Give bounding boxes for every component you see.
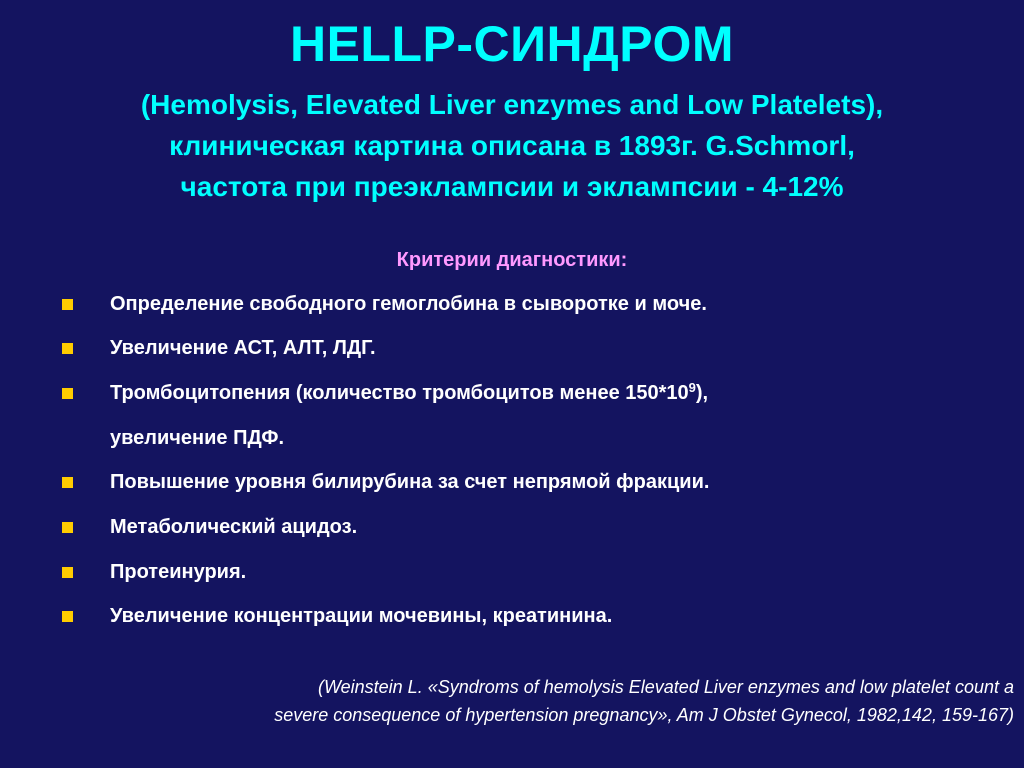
superscript-exponent: 9	[688, 379, 696, 395]
slide-title: HELLP-СИНДРОМ	[289, 16, 735, 72]
criteria-item-text: Увеличение АСТ, АЛТ, ЛДГ.	[110, 337, 376, 359]
square-bullet-icon	[62, 299, 73, 310]
criteria-item-text: Увеличение концентрации мочевины, креатинина.	[110, 605, 613, 627]
subtitle-line: клиническая картина описана в 1893г. G.Schmorl,	[169, 130, 855, 161]
criteria-item-text: увеличение ПДФ.	[110, 427, 285, 449]
criteria-item-text: Определение свободного гемоглобина в сыворотке и моче.	[110, 293, 707, 315]
square-bullet-icon	[62, 522, 73, 533]
subtitle-line: (Hemolysis, Elevated Liver enzymes and Low Platelets),	[140, 89, 884, 120]
square-bullet-icon	[62, 567, 73, 578]
square-bullet-icon	[62, 611, 73, 622]
criteria-item-text: Повышение уровня билирубина за счет непрямой фракции.	[110, 471, 710, 493]
criteria-item-text: Протеинурия.	[110, 561, 247, 583]
slide-subtitle	[0, 84, 1024, 207]
criteria-item-text: Тромбоцитопения (количество тромбоцитов менее $150*10^9$),	[110, 379, 709, 404]
square-bullet-icon	[62, 388, 73, 399]
criteria-item-text: Метаболический ацидоз.	[110, 516, 358, 538]
square-bullet-icon	[62, 477, 73, 488]
citation-line: (Weinstein L. «Syndroms of hemolysis Elevated Liver enzymes and low platelet count a	[317, 677, 1014, 697]
citation-line: severe consequence of hypertension pregnancy», Am J Obstet Gynecol, 1982,142, 159-167)	[274, 705, 1014, 725]
citation	[14, 673, 1014, 729]
square-bullet-icon	[62, 343, 73, 354]
subtitle-line: частота при преэклампсии и эклампсии - 4-12%	[180, 171, 844, 202]
criteria-heading: Критерии диагностики:	[396, 249, 628, 271]
